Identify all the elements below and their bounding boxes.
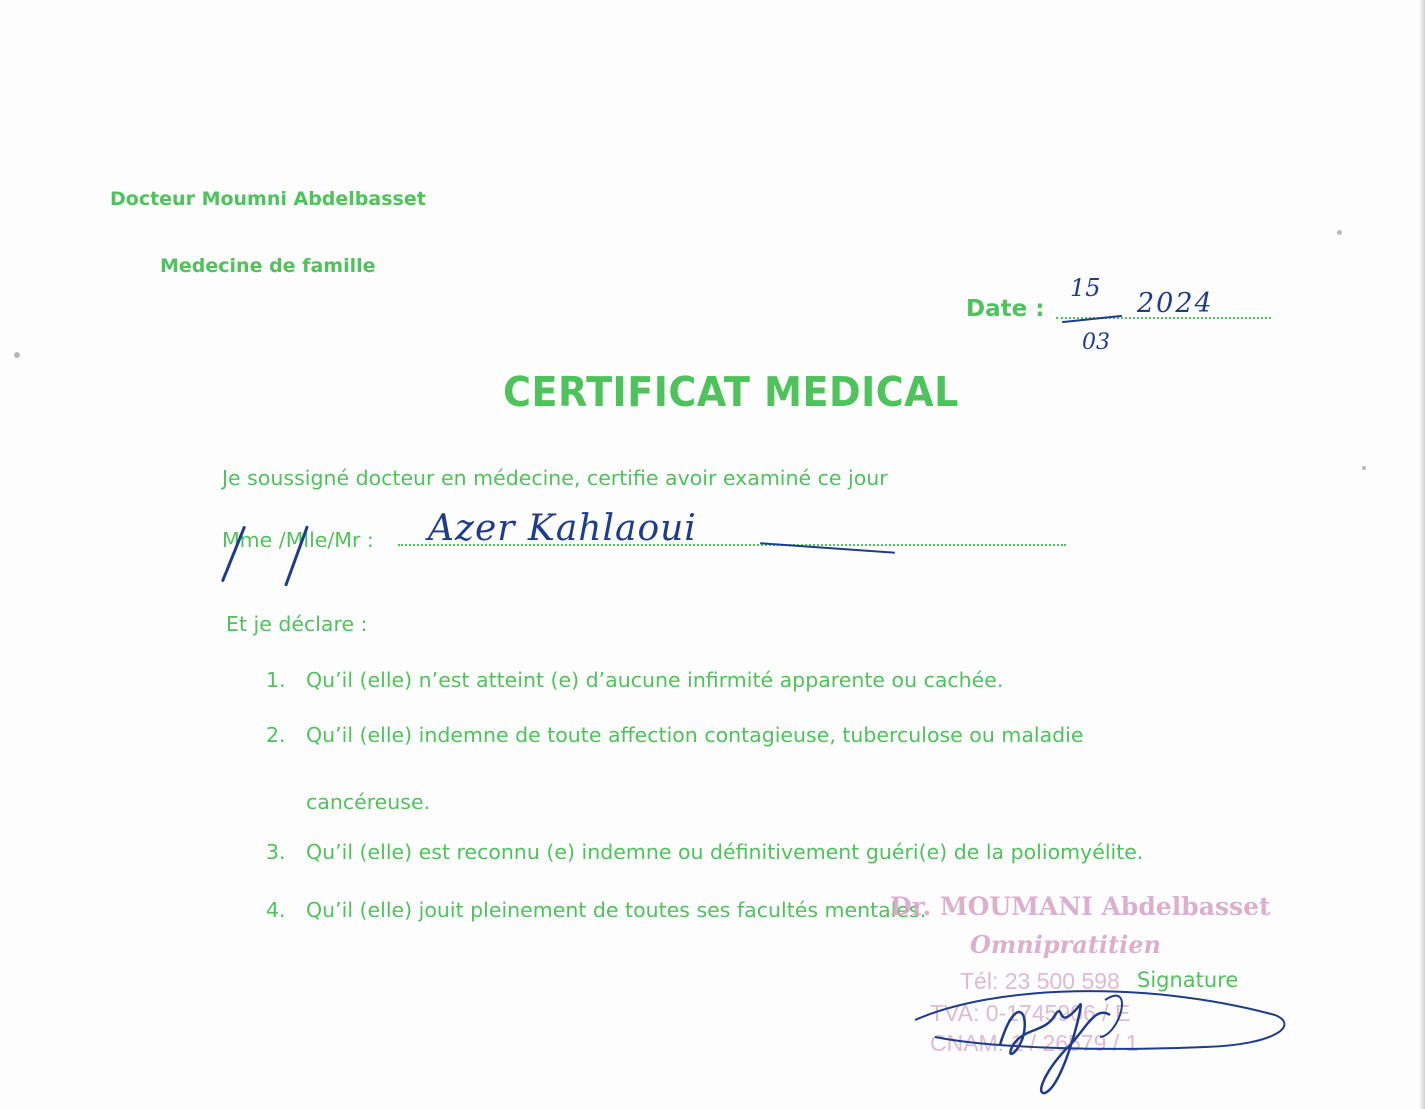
stamp-line: TVA: 0-1745906 / E <box>930 1000 1131 1026</box>
declaration-number: 1. <box>266 668 286 692</box>
doctor-specialty: Medecine de famille <box>160 255 376 277</box>
scan-edge-shadow <box>1419 0 1425 1109</box>
patient-label: Mme /Mlle/Mr : <box>222 528 374 552</box>
declaration-item <box>266 668 1003 692</box>
declaration-number: 3. <box>266 840 286 864</box>
declaration-text: Qu’il (elle) jouit pleinement de toutes ses facultés mentales. <box>306 898 927 922</box>
date-year: 2024 <box>1137 288 1214 319</box>
stamp-line: CNAM: 1 / 26579 / 1 <box>930 1030 1139 1056</box>
declaration-text: Qu’il (elle) n’est atteint (e) d’aucune infirmité apparente ou cachée. <box>306 668 1004 692</box>
declaration-text: Qu’il (elle) indemne de toute affection contagieuse, tuberculose ou maladie <box>306 723 1084 747</box>
stamp-line: Tél: 23 500 598 <box>960 968 1120 994</box>
declaration-number: 4. <box>266 898 286 922</box>
handwritten-signature <box>905 975 1295 1100</box>
date-day: 15 <box>1070 274 1101 302</box>
declare-label: Et je déclare : <box>226 612 368 636</box>
date-month: 03 <box>1082 330 1110 355</box>
doctor-name: Docteur Moumni Abdelbasset <box>110 188 426 210</box>
stamp-line: Omnipratitien <box>970 930 1161 959</box>
patient-name-handwritten: Azer Kahlaoui <box>428 508 697 549</box>
declaration-text: Qu’il (elle) est reconnu (e) indemne ou définitivement guéri(e) de la poliomyélite. <box>306 840 1144 864</box>
stamp-line: Dr. MOUMANI Abdelbasset <box>890 892 1271 921</box>
scan-speck <box>1337 230 1342 235</box>
declaration-item <box>266 898 926 922</box>
declaration-number: 2. <box>266 723 286 747</box>
date-label: Date : <box>966 296 1045 322</box>
intro-text: Je soussigné docteur en médecine, certifie avoir examiné ce jour <box>222 466 888 490</box>
signature-label: Signature <box>1137 968 1239 992</box>
declaration-item <box>266 840 1143 864</box>
scan-speck <box>14 352 20 358</box>
declaration-continuation: cancéreuse. <box>306 790 431 814</box>
scan-speck <box>1362 466 1366 470</box>
certificate-title: CERTIFICAT MEDICAL <box>503 368 959 416</box>
declaration-item <box>266 723 1083 747</box>
